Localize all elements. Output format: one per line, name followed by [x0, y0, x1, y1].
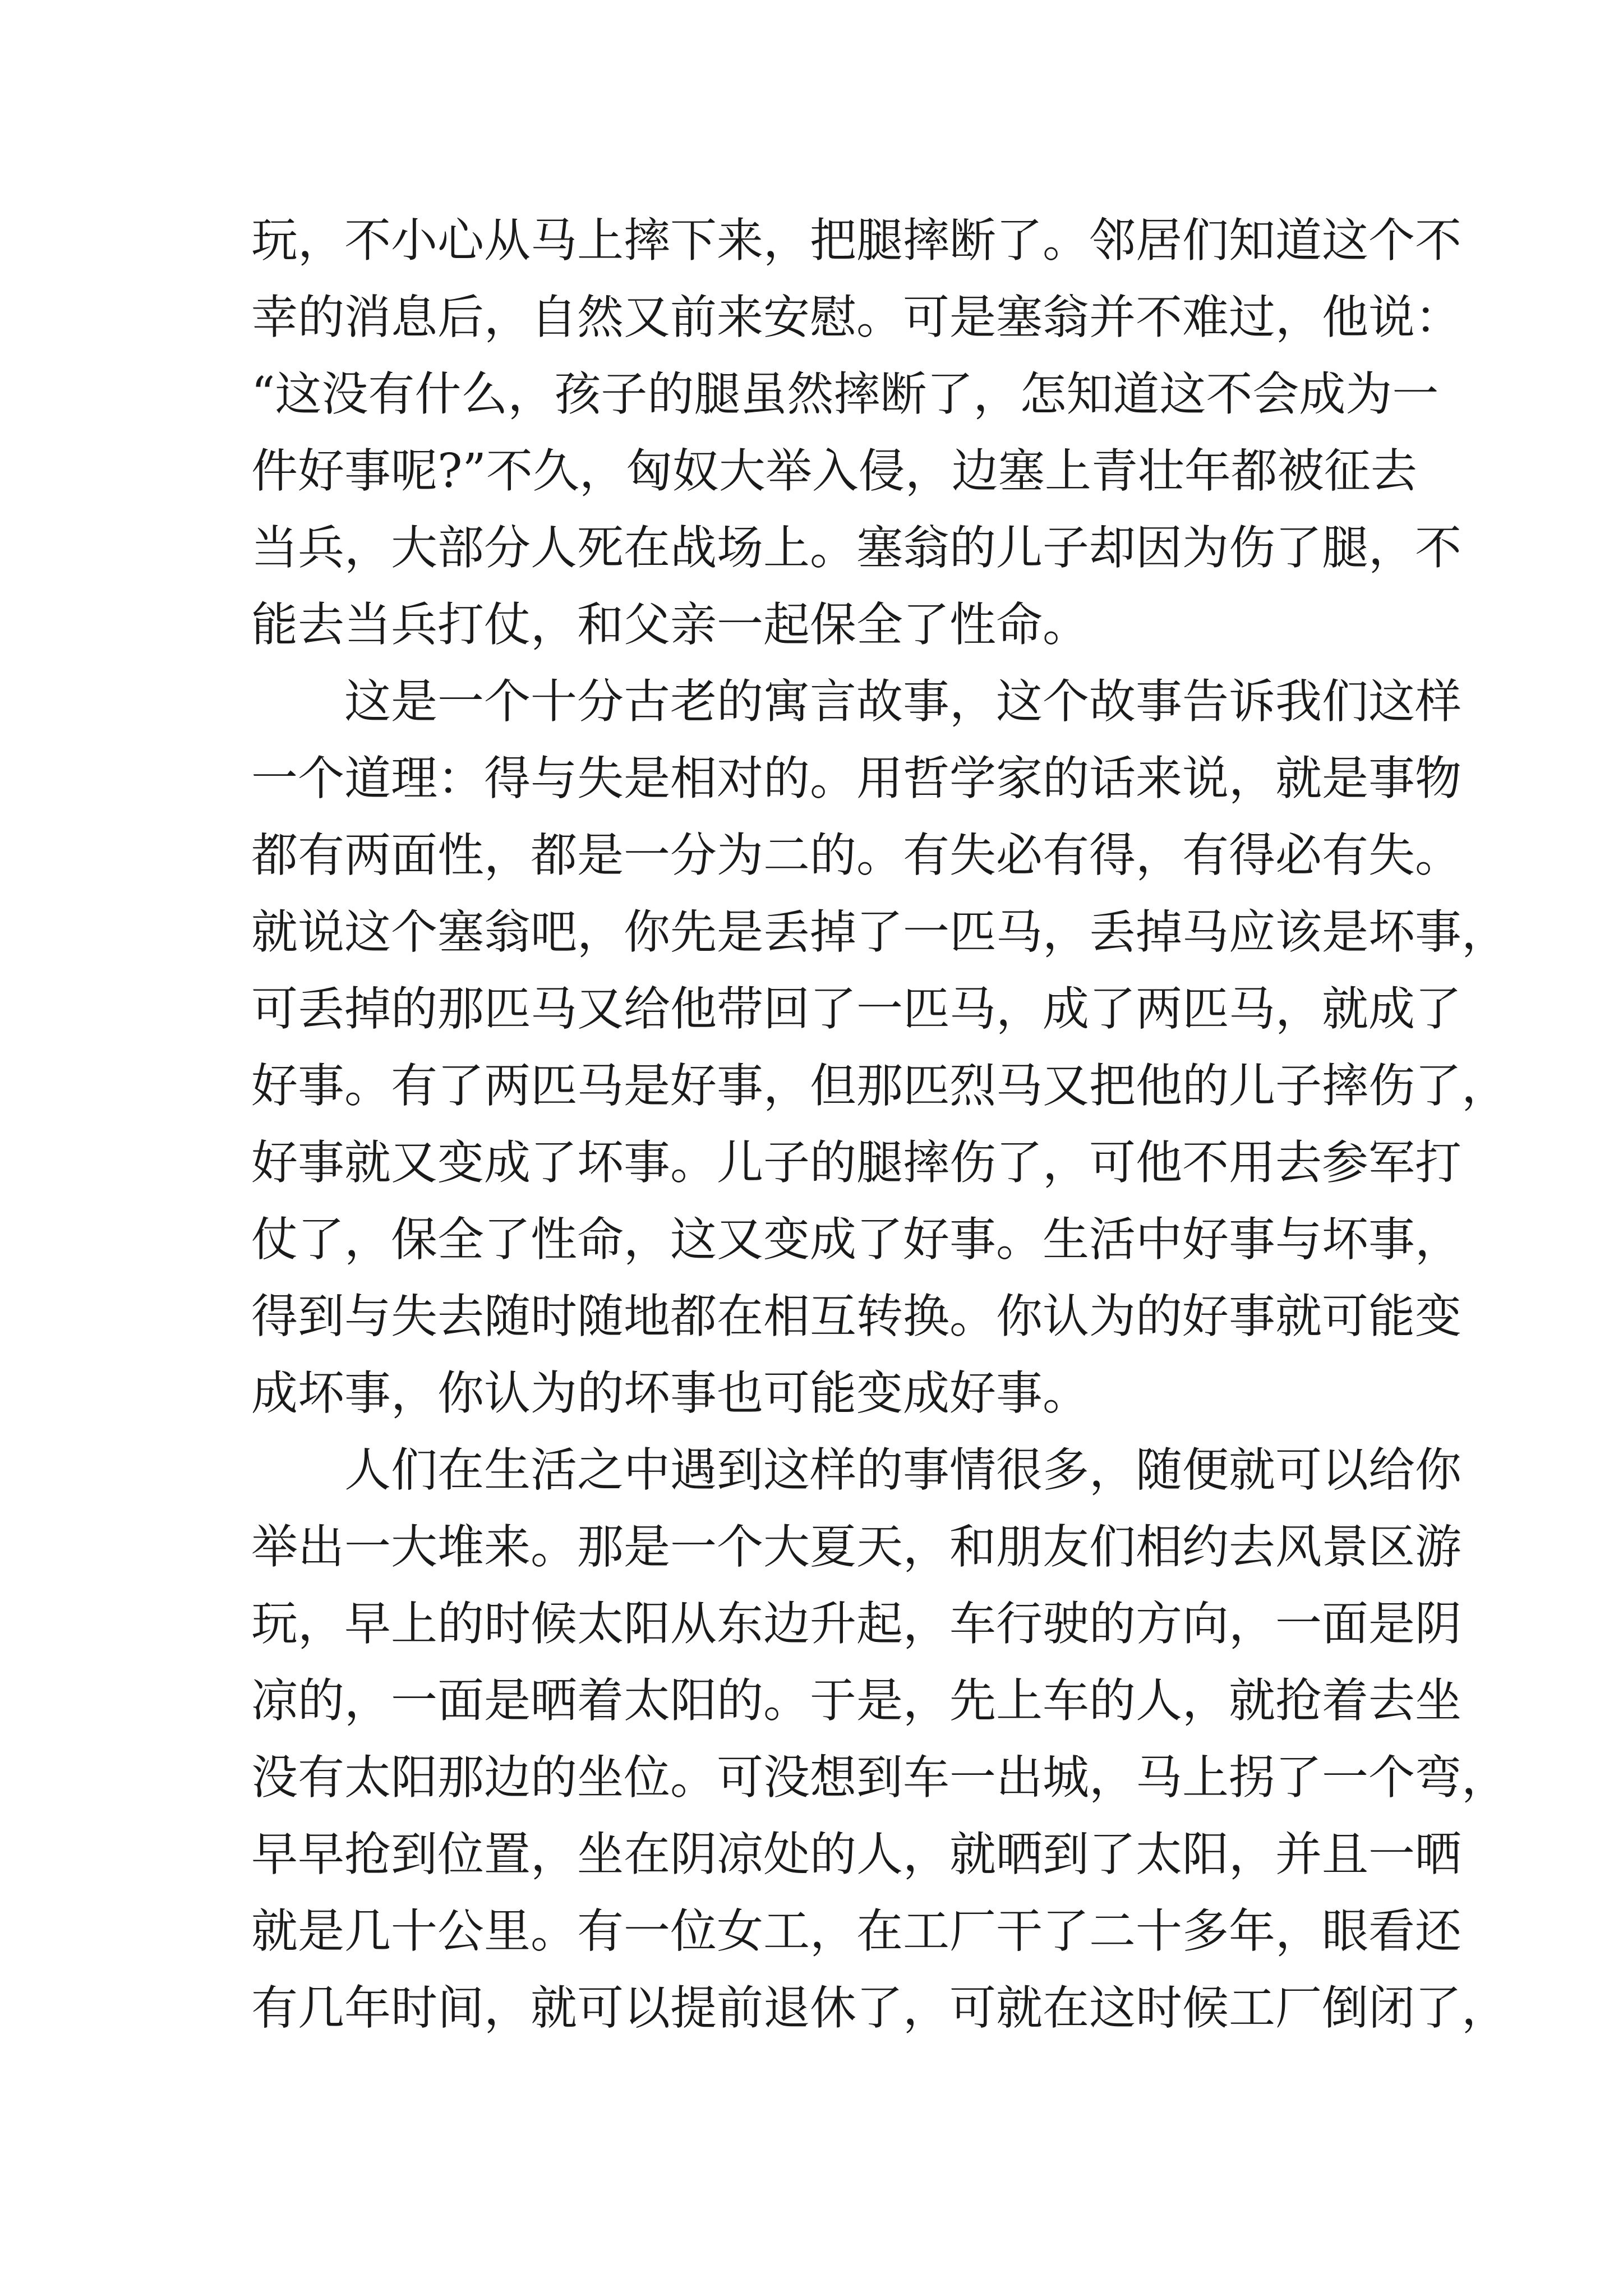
text-line: 举出一大堆来。那是一个大夏天，和朋友们相约去风景区游: [251, 1520, 1461, 1574]
text-line: 早早抢到位置，坐在阴凉处的人，就晒到了太阳，并且一晒: [251, 1827, 1461, 1881]
text-line: 玩，不小心从马上摔下来，把腿摔断了。邻居们知道这个不: [251, 213, 1461, 268]
text-line: 幸的消息后，自然又前来安慰。可是塞翁并不难过，他说：: [251, 290, 1461, 344]
text-line: 得到与失去随时随地都在相互转换。你认为的好事就可能变: [251, 1289, 1461, 1343]
text-line: 可丢掉的那匹马又给他带回了一匹马，成了两匹马，就成了: [251, 982, 1461, 1036]
text-line: 都有两面性，都是一分为二的。有失必有得，有得必有失。: [251, 828, 1461, 882]
text-line: 有几年时间，就可以提前退休了，可就在这时候工厂倒闭了，: [251, 1981, 1508, 2035]
text-line: 凉的，一面是晒着太阳的。于是，先上车的人，就抢着去坐: [251, 1673, 1461, 1728]
text-line: 好事就又变成了坏事。儿子的腿摔伤了，可他不用去参军打: [251, 1135, 1461, 1190]
text-line: 好事。有了两匹马是好事，但那匹烈马又把他的儿子摔伤了，: [251, 1059, 1508, 1113]
text-line: 当兵，大部分人死在战场上。塞翁的儿子却因为伤了腿，不: [251, 521, 1461, 575]
text-line: 能去当兵打仗，和父亲一起保全了性命。: [251, 597, 1089, 652]
text-line: 这是一个十分古老的寓言故事，这个故事告诉我们这样: [251, 674, 1461, 729]
text-line: 件好事呢?”不久，匈奴大举入侵，边塞上青壮年都被征去: [251, 444, 1417, 498]
text-line: 仗了，保全了性命，这又变成了好事。生活中好事与坏事，: [251, 1212, 1461, 1267]
text-line: 玩，早上的时候太阳从东边升起，车行驶的方向，一面是阴: [251, 1596, 1461, 1651]
text-line: “这没有什么，孩子的腿虽然摔断了，怎知道这不会成为一: [251, 367, 1439, 421]
text-line: 人们在生活之中遇到这样的事情很多，随便就可以给你: [251, 1443, 1461, 1497]
text-line: 一个道理：得与失是相对的。用哲学家的话来说，就是事物: [251, 751, 1461, 806]
text-line: 就是几十公里。有一位女工，在工厂干了二十多年，眼看还: [251, 1904, 1461, 1958]
text-line: 就说这个塞翁吧，你先是丢掉了一匹马，丢掉马应该是坏事，: [251, 905, 1508, 959]
body-text: [251, 202, 1508, 2046]
text-line: 成坏事，你认为的坏事也可能变成好事。: [251, 1366, 1089, 1420]
text-line: 没有太阳那边的坐位。可没想到车一出城，马上拐了一个弯，: [251, 1750, 1508, 1805]
